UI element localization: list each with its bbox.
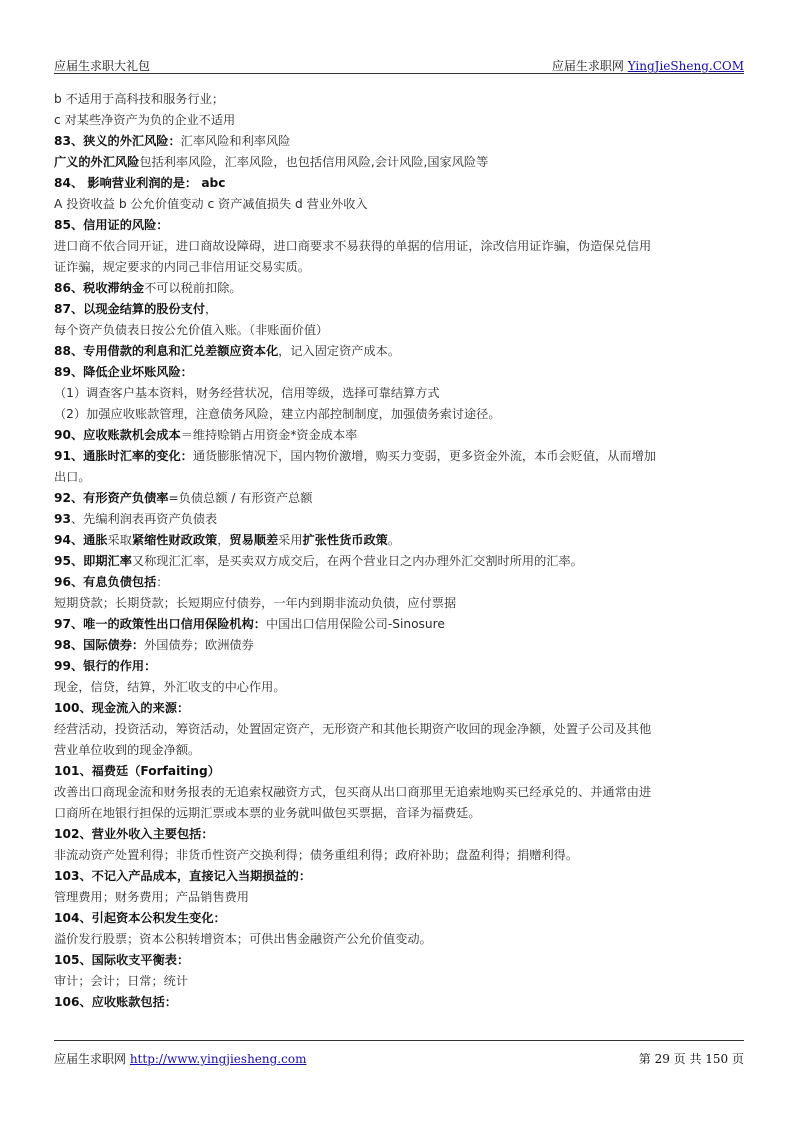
text-segment: b 不适用于高科技和服务行业； bbox=[54, 92, 225, 106]
text-line bbox=[54, 866, 744, 887]
text-segment: 短期贷款；长期贷款；长短期应付债券，一年内到期非流动负债，应付票据 bbox=[54, 596, 457, 610]
bold-text: 104、引起资本公积发生变化： bbox=[54, 911, 226, 925]
text-segment: 中国出口信用保险公司-Sinosure bbox=[265, 617, 445, 631]
bold-text: 100、现金流入的来源： bbox=[54, 701, 190, 715]
text-segment: 出口。 bbox=[54, 470, 91, 484]
bold-text: 106、应收账款包括： bbox=[54, 995, 177, 1009]
text-line bbox=[54, 320, 744, 341]
footer-site-link[interactable]: http://www.yingjiesheng.com bbox=[129, 1052, 307, 1066]
text-line bbox=[54, 971, 744, 992]
text-segment: 又称现汇汇率，是买卖双方成交后，在两个营业日之内办理外汇交割时所用的汇率。 bbox=[131, 554, 583, 568]
text-segment: 。 bbox=[387, 533, 401, 547]
text-segment: c 对某些净资产为负的企业不适用 bbox=[54, 113, 236, 127]
text-line bbox=[54, 782, 744, 803]
text-segment: 现金，信贷，结算，外汇收支的中心作用。 bbox=[54, 680, 286, 694]
text-line bbox=[54, 215, 744, 236]
text-line bbox=[54, 656, 744, 677]
text-line bbox=[54, 467, 744, 488]
page-header bbox=[54, 55, 744, 75]
text-line bbox=[54, 698, 744, 719]
text-line bbox=[54, 740, 744, 761]
text-segment: A 投资收益 b 公允价值变动 c 资产减值损失 d 营业外收入 bbox=[54, 197, 368, 211]
text-line bbox=[54, 845, 744, 866]
text-line bbox=[54, 236, 744, 257]
text-line bbox=[54, 908, 744, 929]
text-line bbox=[54, 341, 744, 362]
text-line bbox=[54, 110, 744, 131]
footer-site-label: 应届生求职网 bbox=[54, 1052, 130, 1066]
text-line bbox=[54, 887, 744, 908]
page-footer bbox=[54, 1040, 744, 1064]
header-site-link[interactable]: YingJieSheng.COM bbox=[627, 59, 744, 73]
text-line bbox=[54, 593, 744, 614]
text-line bbox=[54, 950, 744, 971]
text-segment: =负债总额 / 有形资产总额 bbox=[168, 491, 313, 505]
text-line bbox=[54, 425, 744, 446]
header-title: 应届生求职大礼包 bbox=[54, 59, 151, 73]
text-segment: ＝维持赊销占用资金*资金成本率 bbox=[180, 428, 358, 442]
text-line bbox=[54, 173, 744, 194]
text-segment: ， bbox=[205, 302, 218, 316]
bold-text: 97、唯一的政策性出口信用保险机构： bbox=[54, 617, 266, 631]
bold-text: 紧缩性财政政策 bbox=[131, 533, 218, 547]
text-segment: 每个资产负债表日按公允价值入账。（非账面价值） bbox=[54, 323, 329, 337]
footer-rule bbox=[54, 1040, 744, 1041]
text-line bbox=[54, 635, 744, 656]
document-body bbox=[54, 89, 744, 1013]
bold-text: 83、狭义的外汇风险： bbox=[54, 134, 181, 148]
text-segment: 包括利率风险，汇率风险，也包括信用风险,会计风险,国家风险等 bbox=[139, 155, 489, 169]
page-number: 第 29 页 共 150 页 bbox=[638, 1052, 744, 1066]
bold-text: 95、即期汇率 bbox=[54, 554, 132, 568]
bold-text: 105、国际收支平衡表： bbox=[54, 953, 190, 967]
text-line bbox=[54, 572, 744, 593]
header-site-label: 应届生求职网 bbox=[551, 59, 628, 73]
text-line bbox=[54, 719, 744, 740]
text-segment: 非流动资产处置利得；非货币性资产交换利得；债务重组利得；政府补助；盘盈利得；捐赠利得。 bbox=[54, 848, 579, 862]
text-segment: 不可以税前扣除。 bbox=[144, 281, 242, 295]
text-segment: 采取 bbox=[107, 533, 132, 547]
text-line bbox=[54, 383, 744, 404]
text-line bbox=[54, 278, 744, 299]
text-line bbox=[54, 362, 744, 383]
text-line bbox=[54, 614, 744, 635]
text-line bbox=[54, 677, 744, 698]
bold-text: 贸易顺差 bbox=[229, 533, 279, 547]
bold-text: 85、信用证的风险： bbox=[54, 218, 169, 232]
text-line bbox=[54, 89, 744, 110]
text-segment: ， bbox=[217, 533, 230, 547]
text-line bbox=[54, 446, 744, 467]
text-line bbox=[54, 152, 744, 173]
bold-text: 90、应收账款机会成本 bbox=[54, 428, 181, 442]
text-segment: 经营活动，投资活动，筹资活动，处置固定资产，无形资产和其他长期资产收回的现金净额，处置子公司及其他 bbox=[54, 722, 652, 736]
bold-text: 88、专用借款的利息和汇兑差额应资本化 bbox=[54, 344, 279, 358]
text-line bbox=[54, 803, 744, 824]
bold-text: 96、有息负债包括 bbox=[54, 575, 157, 589]
text-segment: 口商所在地银行担保的远期汇票或本票的业务就叫做包买票据，音译为福费廷。 bbox=[54, 806, 481, 820]
text-segment: 营业单位收到的现金净额。 bbox=[54, 743, 201, 757]
bold-text: 广义的外汇风险 bbox=[54, 155, 140, 169]
text-line bbox=[54, 404, 744, 425]
bold-text: 98、国际债券： bbox=[54, 638, 145, 652]
text-segment: ： bbox=[156, 575, 169, 589]
bold-text: 99、银行的作用： bbox=[54, 659, 157, 673]
text-line bbox=[54, 551, 744, 572]
bold-text: 92、有形资产负债率 bbox=[54, 491, 169, 505]
bold-text: 102、营业外收入主要包括： bbox=[54, 827, 214, 841]
bold-text: 89、降低企业坏账风险： bbox=[54, 365, 193, 379]
text-segment: 审计；会计；日常；统计 bbox=[54, 974, 189, 988]
footer-site bbox=[54, 1050, 306, 1067]
text-segment: 采用 bbox=[278, 533, 303, 547]
text-line bbox=[54, 761, 744, 782]
text-line bbox=[54, 824, 744, 845]
text-line bbox=[54, 299, 744, 320]
text-segment: 证诈骗，规定要求的内同己非信用证交易实质。 bbox=[54, 260, 310, 274]
text-segment: 、先编利润表再资产负债表 bbox=[70, 512, 218, 526]
header-site bbox=[552, 57, 744, 74]
bold-text: 86、税收滞纳金 bbox=[54, 281, 145, 295]
bold-text: 93 bbox=[54, 512, 71, 526]
bold-text: 94、通胀 bbox=[54, 533, 108, 547]
text-line bbox=[54, 929, 744, 950]
bold-text: 扩张性货币政策 bbox=[302, 533, 388, 547]
text-line bbox=[54, 488, 744, 509]
text-segment: 汇率风险和利率风险 bbox=[180, 134, 291, 148]
text-segment: 溢价发行股票；资本公积转增资本；可供出售金融资产公允价值变动。 bbox=[54, 932, 432, 946]
text-line bbox=[54, 530, 744, 551]
text-segment: （1）调查客户基本资料，财务经营状况，信用等级，选择可靠结算方式 bbox=[54, 386, 440, 400]
text-line bbox=[54, 194, 744, 215]
bold-text: 103、不记入产品成本，直接记入当期损益的： bbox=[54, 869, 312, 883]
bold-text: 101、福费廷（Forfaiting） bbox=[54, 764, 220, 778]
text-segment: 进口商不依合同开证，进口商故设障碍，进口商要求不易获得的单据的信用证，涂改信用证诈骗，伪造保兑信用 bbox=[54, 239, 652, 253]
text-segment: 管理费用；财务费用；产品销售费用 bbox=[54, 890, 249, 904]
text-line bbox=[54, 509, 744, 530]
bold-text: 87、以现金结算的股份支付 bbox=[54, 302, 206, 316]
bold-text: 91、通胀时汇率的变化： bbox=[54, 449, 193, 463]
bold-text: 84、 影响营业利润的是： abc bbox=[54, 176, 226, 190]
header-rule bbox=[54, 73, 744, 74]
text-segment: ，记入固定资产成本。 bbox=[278, 344, 401, 358]
text-line bbox=[54, 992, 744, 1013]
text-line bbox=[54, 131, 744, 152]
text-segment: 通货膨胀情况下，国内物价激增，购买力变弱，更多资金外流，本币会贬值，从而增加 bbox=[192, 449, 656, 463]
text-line bbox=[54, 257, 744, 278]
text-segment: 改善出口商现金流和财务报表的无追索权融资方式，包买商从出口商那里无追索地购买已经承兑的、并通常由进 bbox=[54, 785, 652, 799]
text-segment: （2）加强应收账款管理，注意债务风险，建立内部控制制度，加强债务索讨途径。 bbox=[54, 407, 501, 421]
text-segment: 外国债券；欧洲债券 bbox=[144, 638, 254, 652]
